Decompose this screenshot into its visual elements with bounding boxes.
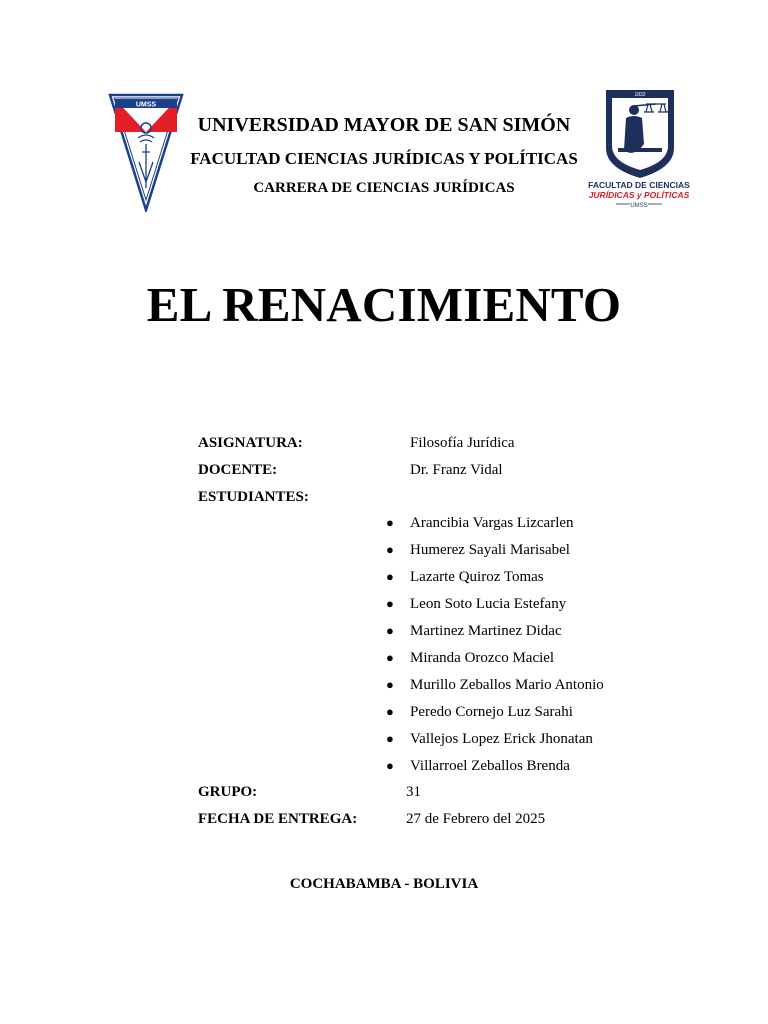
student-item: ● Lazarte Quiroz Tomas [386, 569, 544, 585]
faculty-logo [588, 88, 690, 212]
student-item: ● Humerez Sayali Marisabel [386, 542, 570, 558]
student-item: ● Arancibia Vargas Lizcarlen [386, 515, 574, 531]
svg-text:UMSS: UMSS [630, 203, 648, 209]
location-footer: COCHABAMBA - BOLIVIA [289, 876, 479, 892]
student-item: ● Martinez Martinez Didac [386, 623, 562, 639]
bullet-icon: ● [386, 758, 394, 773]
career-name: CARRERA DE CIENCIAS JURÍDICAS [253, 180, 515, 196]
university-name: UNIVERSIDAD MAYOR DE SAN SIMÓN [197, 114, 571, 136]
subject-value: Filosofía Jurídica [410, 435, 515, 451]
bullet-icon: ● [386, 542, 394, 557]
group-value: 31 [406, 784, 421, 800]
teacher-label: DOCENTE: [198, 462, 278, 478]
svg-text:JURÍDICAS y POLÍTICAS: JURÍDICAS y POLÍTICAS [588, 190, 690, 200]
svg-text:1832: 1832 [634, 92, 646, 98]
bullet-icon: ● [386, 677, 394, 692]
subject-label: ASIGNATURA: [198, 435, 303, 451]
student-item: ● Villarroel Zeballos Brenda [386, 758, 570, 774]
group-label: GRUPO: [198, 784, 258, 800]
date-value: 27 de Febrero del 2025 [406, 811, 546, 827]
student-item: ● Miranda Orozco Maciel [386, 650, 555, 666]
teacher-value: Dr. Franz Vidal [410, 462, 503, 478]
bullet-icon: ● [386, 569, 394, 584]
student-item: ● Peredo Cornejo Luz Sarahi [386, 704, 573, 720]
students-label: ESTUDIANTES: [198, 489, 309, 505]
bullet-icon: ● [386, 623, 394, 638]
date-label: FECHA DE ENTREGA: [198, 811, 358, 827]
bullet-icon: ● [386, 731, 394, 746]
faculty-name: FACULTAD CIENCIAS JURÍDICAS Y POLÍTICAS [190, 149, 578, 168]
student-item: ● Vallejos Lopez Erick Jhonatan [386, 731, 593, 747]
svg-text:FACULTAD DE CIENCIAS: FACULTAD DE CIENCIAS [588, 180, 690, 190]
student-item: ● Leon Soto Lucia Estefany [386, 596, 567, 612]
svg-text:UMSS: UMSS [135, 101, 157, 109]
student-item: ● Murillo Zeballos Mario Antonio [386, 677, 604, 693]
bullet-icon: ● [386, 596, 394, 611]
bullet-icon: ● [386, 650, 394, 665]
bullet-icon: ● [386, 515, 394, 530]
bullet-icon: ● [386, 704, 394, 719]
document-title: EL RENACIMIENTO [146, 277, 622, 332]
